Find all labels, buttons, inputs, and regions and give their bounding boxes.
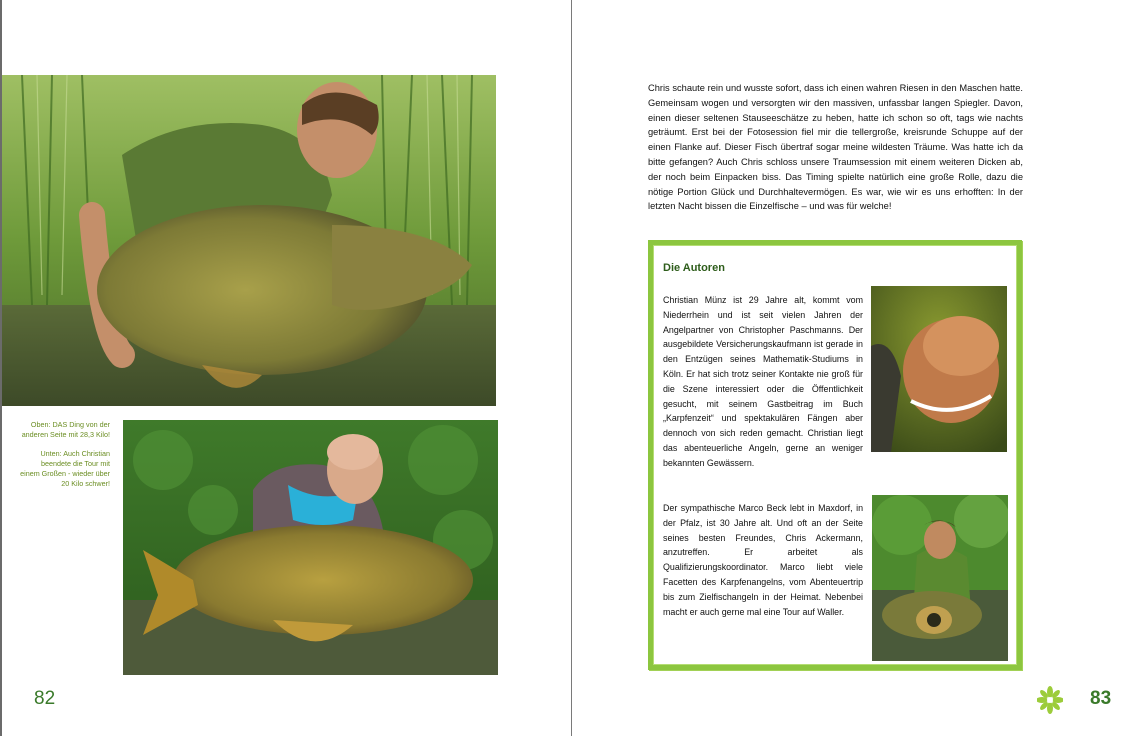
author-1-bio: Christian Münz ist 29 Jahre alt, kommt vom Niederrhein und ist seit vielen Jahren der Angelpartner von Christopher Paschmanns. Der ausgebildete Versicherungskaufmann ist gerade in den Entzügen seines Mathematik-Studiums in Köln. Er hat sich trotz seiner Kontakte nie groß für die Szene interessiert oder die Öffentlichkeit gesucht, mit seinem Gastbeitrag im Buch „Karpfenzeit“ und spektakulären Fängen aber dennoch von sich reden gemacht. Christian liegt das abenteuerliche Angeln, gerne an weniger bekannten Gewässern. (663, 295, 863, 468)
page-number-left: 82 (34, 688, 56, 709)
authors-box-title: Die Autoren (663, 262, 725, 274)
photo-scene-2 (123, 420, 498, 675)
author-portrait-1 (871, 286, 1007, 452)
caption-bottom: Unten: Auch Christian beendete die Tour mit einem Großen - wieder über 20 Kilo schwer! (20, 449, 110, 488)
right-page (572, 0, 1143, 736)
caption-top: Oben: DAS Ding von der anderen Seite mit 28,3 Kilo! (21, 420, 110, 439)
photo-angler-with-carp-large (2, 75, 496, 406)
author-2-bio: Der sympathische Marco Beck lebt in Maxdorf, in der Pfalz, ist 30 Jahre alt. Und oft an der Seite seines besten Freundes, Chris Ackermann, anzutreffen. Er arbeitet als Qualifizierungskoordinator. Marco liebt viele Facetten des Karpfenangelns, vom Abenteuertrip bis zum Zielfischangeln in der Heimat. Nebenbei macht er auch gerne mal eine Tour auf Waller. (663, 503, 863, 617)
page-number-right: 83 (1090, 688, 1112, 709)
photo-scene (2, 75, 496, 406)
left-page (0, 0, 571, 736)
article-body-text: Chris schaute rein und wusste sofort, dass ich einen wahren Riesen in den Maschen hatte. Gemeinsam wogen und versorgten wir den massiven, unfassbar langen Spiegler. Davon, einen dieser seltenen Stauseeschätze zu heben, hatte ich schon so oft, tags wie nachts geträumt. Erst bei der Fotosession fiel mir die tellergroße, kreisrunde Schuppe auf der einen Flanke auf. Dieser Fisch übertraf sogar meine wildesten Träume. Was hatte ich da bitte gefangen? Auch Chris schloss unsere Traumsession mit einem weiteren Dicken ab, der noch beim Einpacken biss. Das Timing spielte natürlich eine große Rolle, dazu die nötige Portion Glück und Durchhaltevermögen. Es war, wie wir es uns erhofften: In der letzten Nacht bissen die Einzelfische – und was für welche! (648, 83, 1023, 212)
photo-caption (20, 420, 110, 498)
photo-christian-with-carp (123, 420, 498, 675)
author-portrait-2 (872, 495, 1008, 661)
authors-box (648, 240, 1022, 670)
photo-author-marco (872, 495, 1008, 661)
photo-author-christian (871, 286, 1007, 452)
flower-icon (1037, 686, 1063, 714)
